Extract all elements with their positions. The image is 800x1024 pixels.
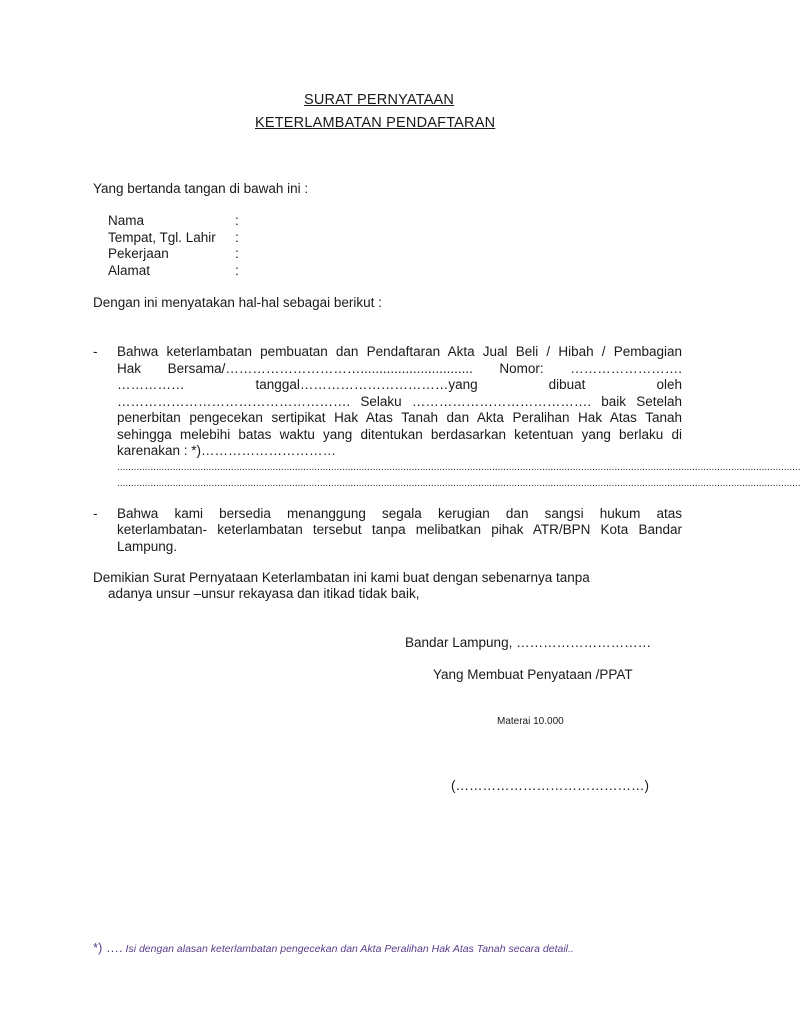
item1-line-6: sehingga melebihi batas waktu yang ditentukan berdasarkan ketentuan yang berlaku di	[117, 427, 682, 442]
footnote-marker: *) ….	[93, 940, 123, 955]
closing-line-2: adanya unsur –unsur rekayasa dan itikad tidak baik,	[108, 586, 420, 601]
field-label-pekerjaan: Pekerjaan	[108, 246, 169, 261]
item1-line-4: ……………………………………………. Selaku …………………………………. baik Setelah	[117, 394, 682, 409]
field-label-alamat: Alamat	[108, 263, 151, 278]
reason-dotted-line-2: ......................................................................................................................................................................................................................................................	[117, 478, 800, 489]
place-date: Bandar Lampung, …………………………	[405, 635, 652, 650]
item1-line-3: …………… tanggal……………………………yang dibuat oleh	[117, 377, 682, 392]
title-line-1: SURAT PERNYATAAN	[304, 92, 455, 108]
title-line-2: KETERLAMBATAN PENDAFTARAN	[255, 115, 496, 131]
field-colon: :	[235, 213, 239, 228]
closing-line-1: Demikian Surat Pernyataan Keterlambatan ini kami buat dengan sebenarnya tanpa	[93, 570, 590, 585]
item1-line-2: Hak Bersama/………………………….............................. Nomor: …………………….	[117, 361, 682, 376]
item1-line-7: karenakan : *)…………………………	[117, 443, 337, 458]
item1-line-1: Bahwa keterlambatan pembuatan dan Pendaftaran Akta Jual Beli / Hibah / Pembagian	[117, 344, 682, 359]
footnote	[93, 940, 574, 955]
field-colon: :	[235, 246, 239, 261]
item2-line-1: Bahwa kami bersedia menanggung segala kerugian dan sangsi hukum atas	[117, 506, 682, 521]
statement-intro: Dengan ini menyatakan hal-hal sebagai berikut :	[93, 295, 382, 310]
bullet: -	[93, 344, 98, 359]
intro-text: Yang bertanda tangan di bawah ini :	[93, 181, 309, 196]
field-label-ttl: Tempat, Tgl. Lahir	[108, 230, 216, 245]
item2-line-2: keterlambatan- keterlambatan tersebut tanpa melibatkan pihak ATR/BPN Kota Bandar	[117, 522, 682, 537]
field-colon: :	[235, 230, 239, 245]
bullet: -	[93, 506, 98, 521]
signer-name-blank: (……………………………………)	[451, 778, 649, 793]
signer-title: Yang Membuat Penyataan /PPAT	[433, 667, 633, 682]
footnote-text: Isi dengan alasan keterlambatan pengecekan dan Akta Peralihan Hak Atas Tanah secara detail..	[125, 943, 574, 955]
item2-line-3: Lampung.	[117, 539, 178, 554]
item1-line-5: penerbitan pengecekan sertipikat Hak Atas Tanah dan Akta Peralihan Hak Atas Tanah	[117, 410, 682, 425]
field-colon: :	[235, 263, 239, 278]
reason-dotted-line-1: ......................................................................................................................................................................................................................................................	[117, 462, 800, 473]
field-label-nama: Nama	[108, 213, 145, 228]
stamp-duty-label: Materai 10.000	[497, 716, 564, 727]
